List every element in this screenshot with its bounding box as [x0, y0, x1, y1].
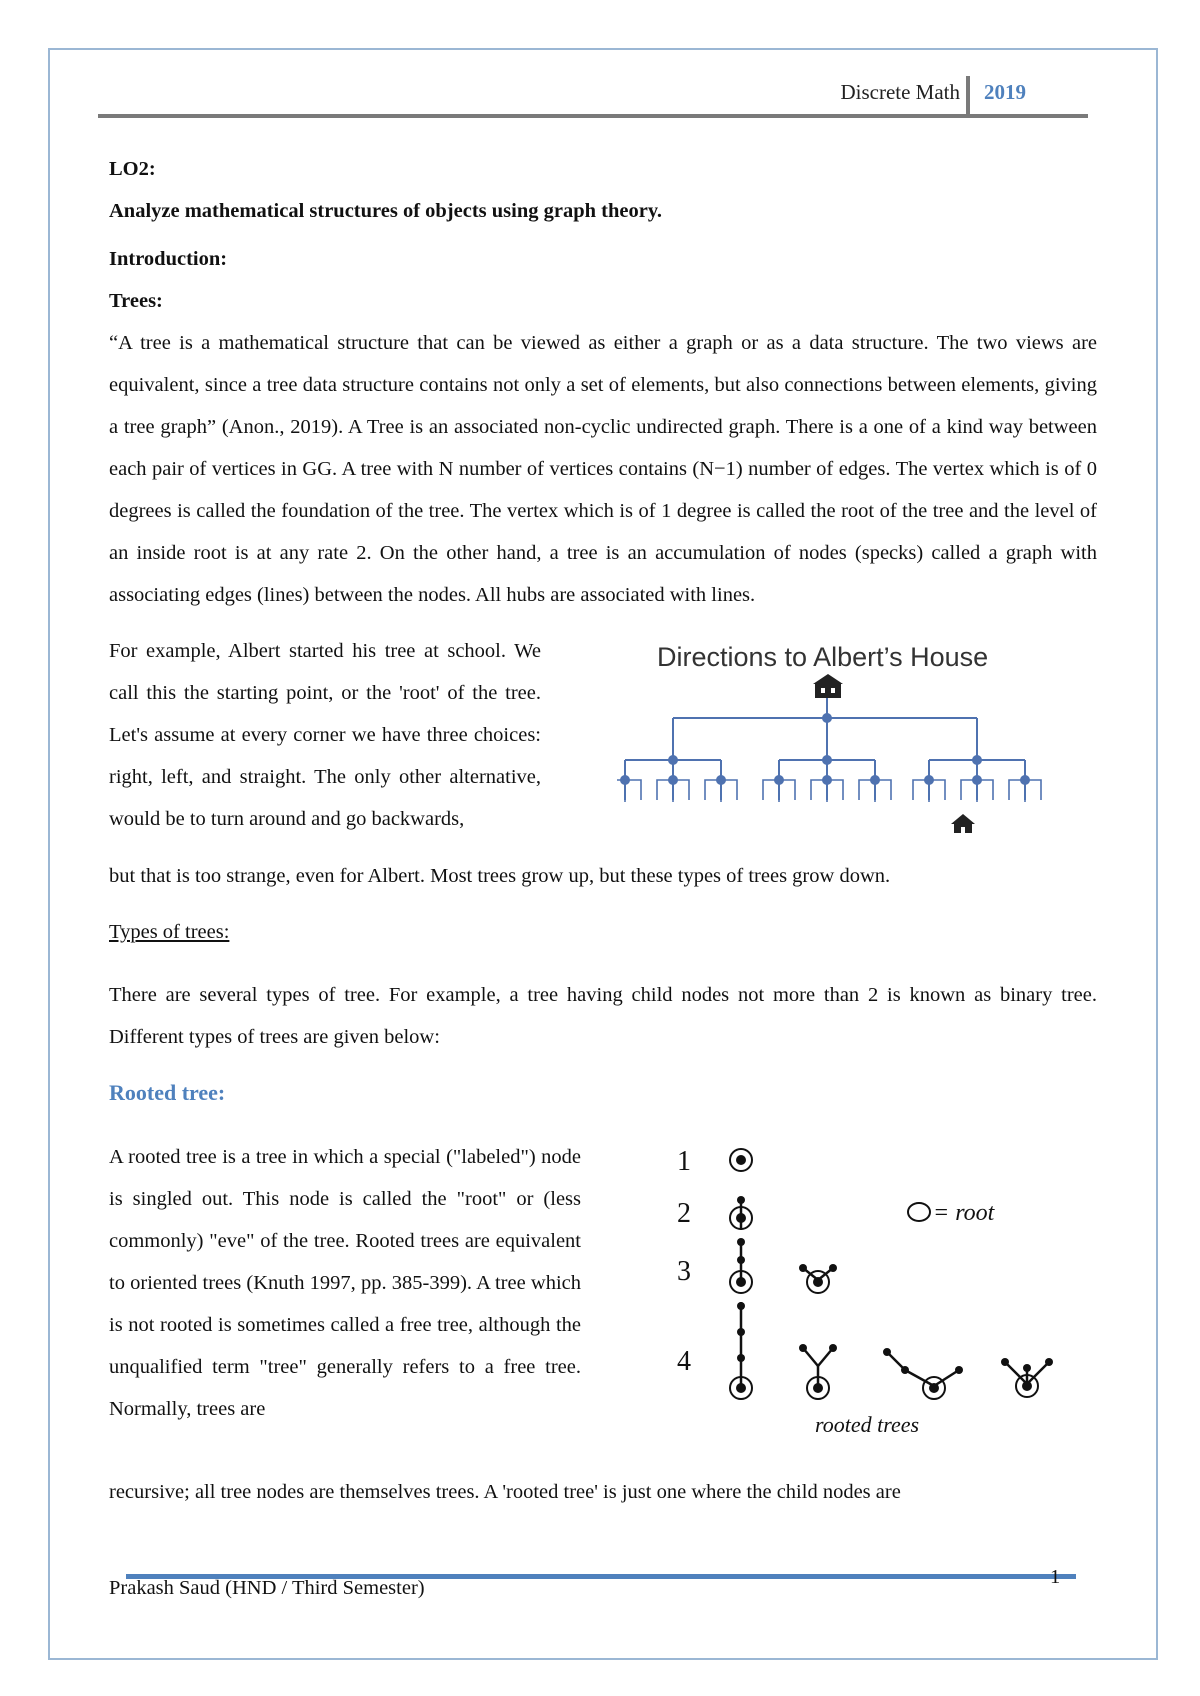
example-text: For example, Albert started his tree at school. We call this the starting point, or the 'root' of the tree. Let's assume at every corner we have three choices: right, left, and straight. The only other alternative, would be to turn around and go backwards, — [109, 640, 541, 830]
footer-author: Prakash Saud (HND / Third Semester) — [109, 1577, 425, 1599]
intro-paragraph: “A tree is a mathematical structure that can be viewed as either a graph or as a data structure. The two views are equivalent, since a tree data structure contains not only a set of elements, but also connections between elements, giving a tree graph” (Anon., 2019). A Tree is an associated non-cyclic undirected graph. There is a one of a kind way between each pair of vertices in GG. A tree with N number of vertices contains (N−1) number of edges. The vertex which is of 0 degrees is called the foundation of the tree. The vertex which is of 1 degree is called the root of the tree and the level of an inside root is at any rate 2. On the other hand, a tree is an accumulation of nodes (specks) called a graph with associating edges (lines) between the nodes. All hubs are associated with lines. — [109, 332, 1097, 606]
lo-code: LO2: — [109, 158, 156, 180]
lo-title: Analyze mathematical structures of objects using graph theory. — [109, 200, 663, 222]
root-legend — [908, 1200, 996, 1226]
page-number: 1 — [1050, 1566, 1061, 1588]
header-separator — [966, 76, 970, 114]
header-rule — [98, 114, 1088, 118]
rooted-text: A rooted tree is a tree in which a special ("labeled") node is singled out. This node is called the "root" or (less commonly) "eve" of the tree. Rooted trees are equivalent to oriented trees (Knuth 1997, pp. 385-399). A tree which is not rooted is sometimes called a free tree, although the unqualified term "tree" generally refers to a free tree. Normally, trees are — [109, 1145, 581, 1420]
document-body — [109, 148, 1097, 1513]
figure-title: Directions to Albert’s House — [657, 642, 989, 672]
intro-heading: Introduction: — [109, 248, 228, 270]
row-label-1: 1 — [677, 1145, 691, 1177]
house-icon — [951, 814, 975, 833]
types-heading: Types of trees: — [109, 921, 230, 943]
tree-nodes — [620, 713, 1030, 785]
row-label-3: 3 — [677, 1255, 691, 1287]
example-continuation: but that is too strange, even for Albert. Most trees grow up, but these types of trees grow down. — [109, 865, 891, 887]
school-icon — [813, 674, 843, 698]
types-paragraph: There are several types of tree. For example, a tree having child nodes not more than 2 is known as binary tree. Different types of trees are given below: — [109, 983, 1097, 1048]
header-year: 2019 — [984, 80, 1026, 104]
legend-text: = root — [933, 1199, 995, 1226]
directions-tree-diagram — [617, 630, 1097, 840]
row-label-4: 4 — [677, 1345, 691, 1377]
rooted-section — [109, 1136, 1097, 1471]
figure-caption: rooted trees — [815, 1411, 920, 1437]
directions-figure — [617, 630, 1097, 855]
rooted-trees-diagram — [657, 1136, 1097, 1456]
example-section — [109, 630, 1097, 855]
rooted-figure — [657, 1136, 1097, 1471]
header-subject: Discrete Math — [840, 80, 960, 104]
row-label-2: 2 — [677, 1197, 691, 1229]
rooted-continuation: recursive; all tree nodes are themselves trees. A 'rooted tree' is just one where the child nodes are — [109, 1480, 901, 1503]
trees-heading: Trees: — [109, 290, 163, 312]
page-header — [98, 76, 1088, 116]
rooted-heading: Rooted tree: — [109, 1079, 226, 1105]
